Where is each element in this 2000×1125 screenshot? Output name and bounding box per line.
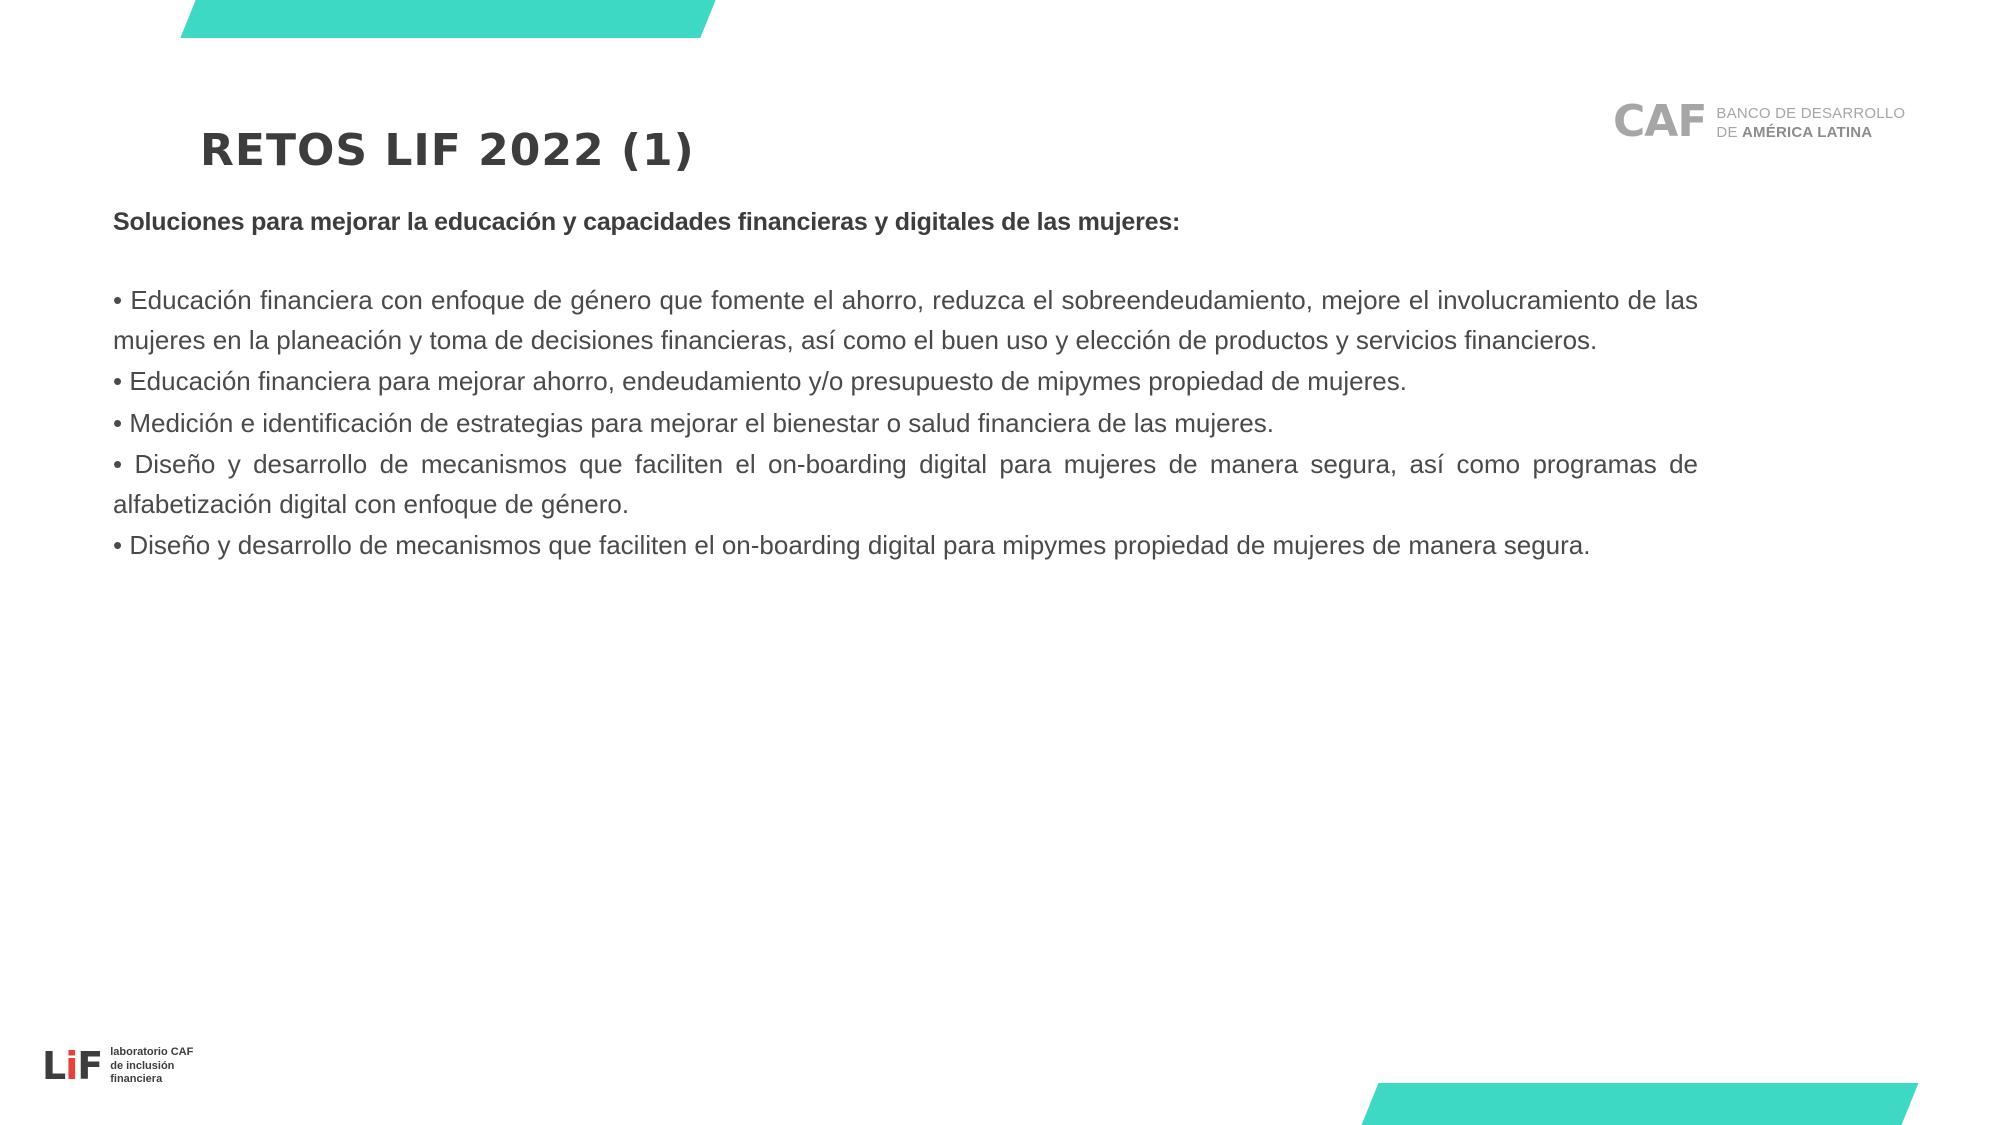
page-title: RETOS LIF 2022 (1): [200, 125, 695, 176]
body-lead-text: Soluciones para mejorar la educación y capacidades financieras y digitales de las mujeres:: [113, 208, 1181, 236]
caf-tagline-line2-prefix: DE: [1716, 123, 1743, 141]
bullet-item: • Educación financiera con enfoque de género que fomente el ahorro, reduzca el sobreendeudamiento, mejore el involucramiento de las mujeres en la planeación y toma de decisiones financieras, así como el buen uso y elección de productos y servicios financieros.: [113, 285, 1698, 355]
caf-tagline-line1: BANCO DE DESARROLLO: [1716, 104, 1906, 122]
caf-tagline-line2: [1716, 124, 1905, 143]
caf-tagline: [1716, 102, 1905, 143]
lif-mark-l: L: [42, 1044, 66, 1089]
bullet-item: • Diseño y desarrollo de mecanismos que faciliten el on-boarding digital para mujeres de manera segura, así como programas de alfabetización digital con enfoque de género.: [113, 449, 1698, 519]
lif-mark-f: F: [77, 1044, 103, 1089]
lif-logo: [42, 1046, 193, 1087]
lif-tagline-line3: financiera: [110, 1073, 163, 1086]
bullet-item: • Diseño y desarrollo de mecanismos que faciliten el on-boarding digital para mipymes propiedad de mujeres de manera segura.: [113, 530, 1591, 561]
lif-tagline: [110, 1046, 193, 1087]
lif-mark-i: i: [65, 1044, 78, 1089]
bullet-item: • Educación financiera para mejorar ahorro, endeudamiento y/o presupuesto de mipymes propiedad de mujeres.: [113, 366, 1407, 397]
lif-tagline-line2: de inclusión: [110, 1059, 175, 1072]
lif-wordmark: [42, 1044, 103, 1089]
caf-wordmark: CAF: [1613, 96, 1707, 147]
slide-body: [113, 208, 1698, 568]
decorative-bar-top: [180, 0, 715, 38]
bullet-item: • Medición e identificación de estrategias para mejorar el bienestar o salud financiera de las mujeres.: [113, 407, 1274, 438]
decorative-bar-bottom: [1362, 1083, 1919, 1125]
caf-logo: [1613, 96, 1906, 147]
lif-tagline-line1: laboratorio CAF: [110, 1045, 194, 1058]
caf-tagline-line2-bold: AMÉRICA LATINA: [1742, 123, 1873, 141]
